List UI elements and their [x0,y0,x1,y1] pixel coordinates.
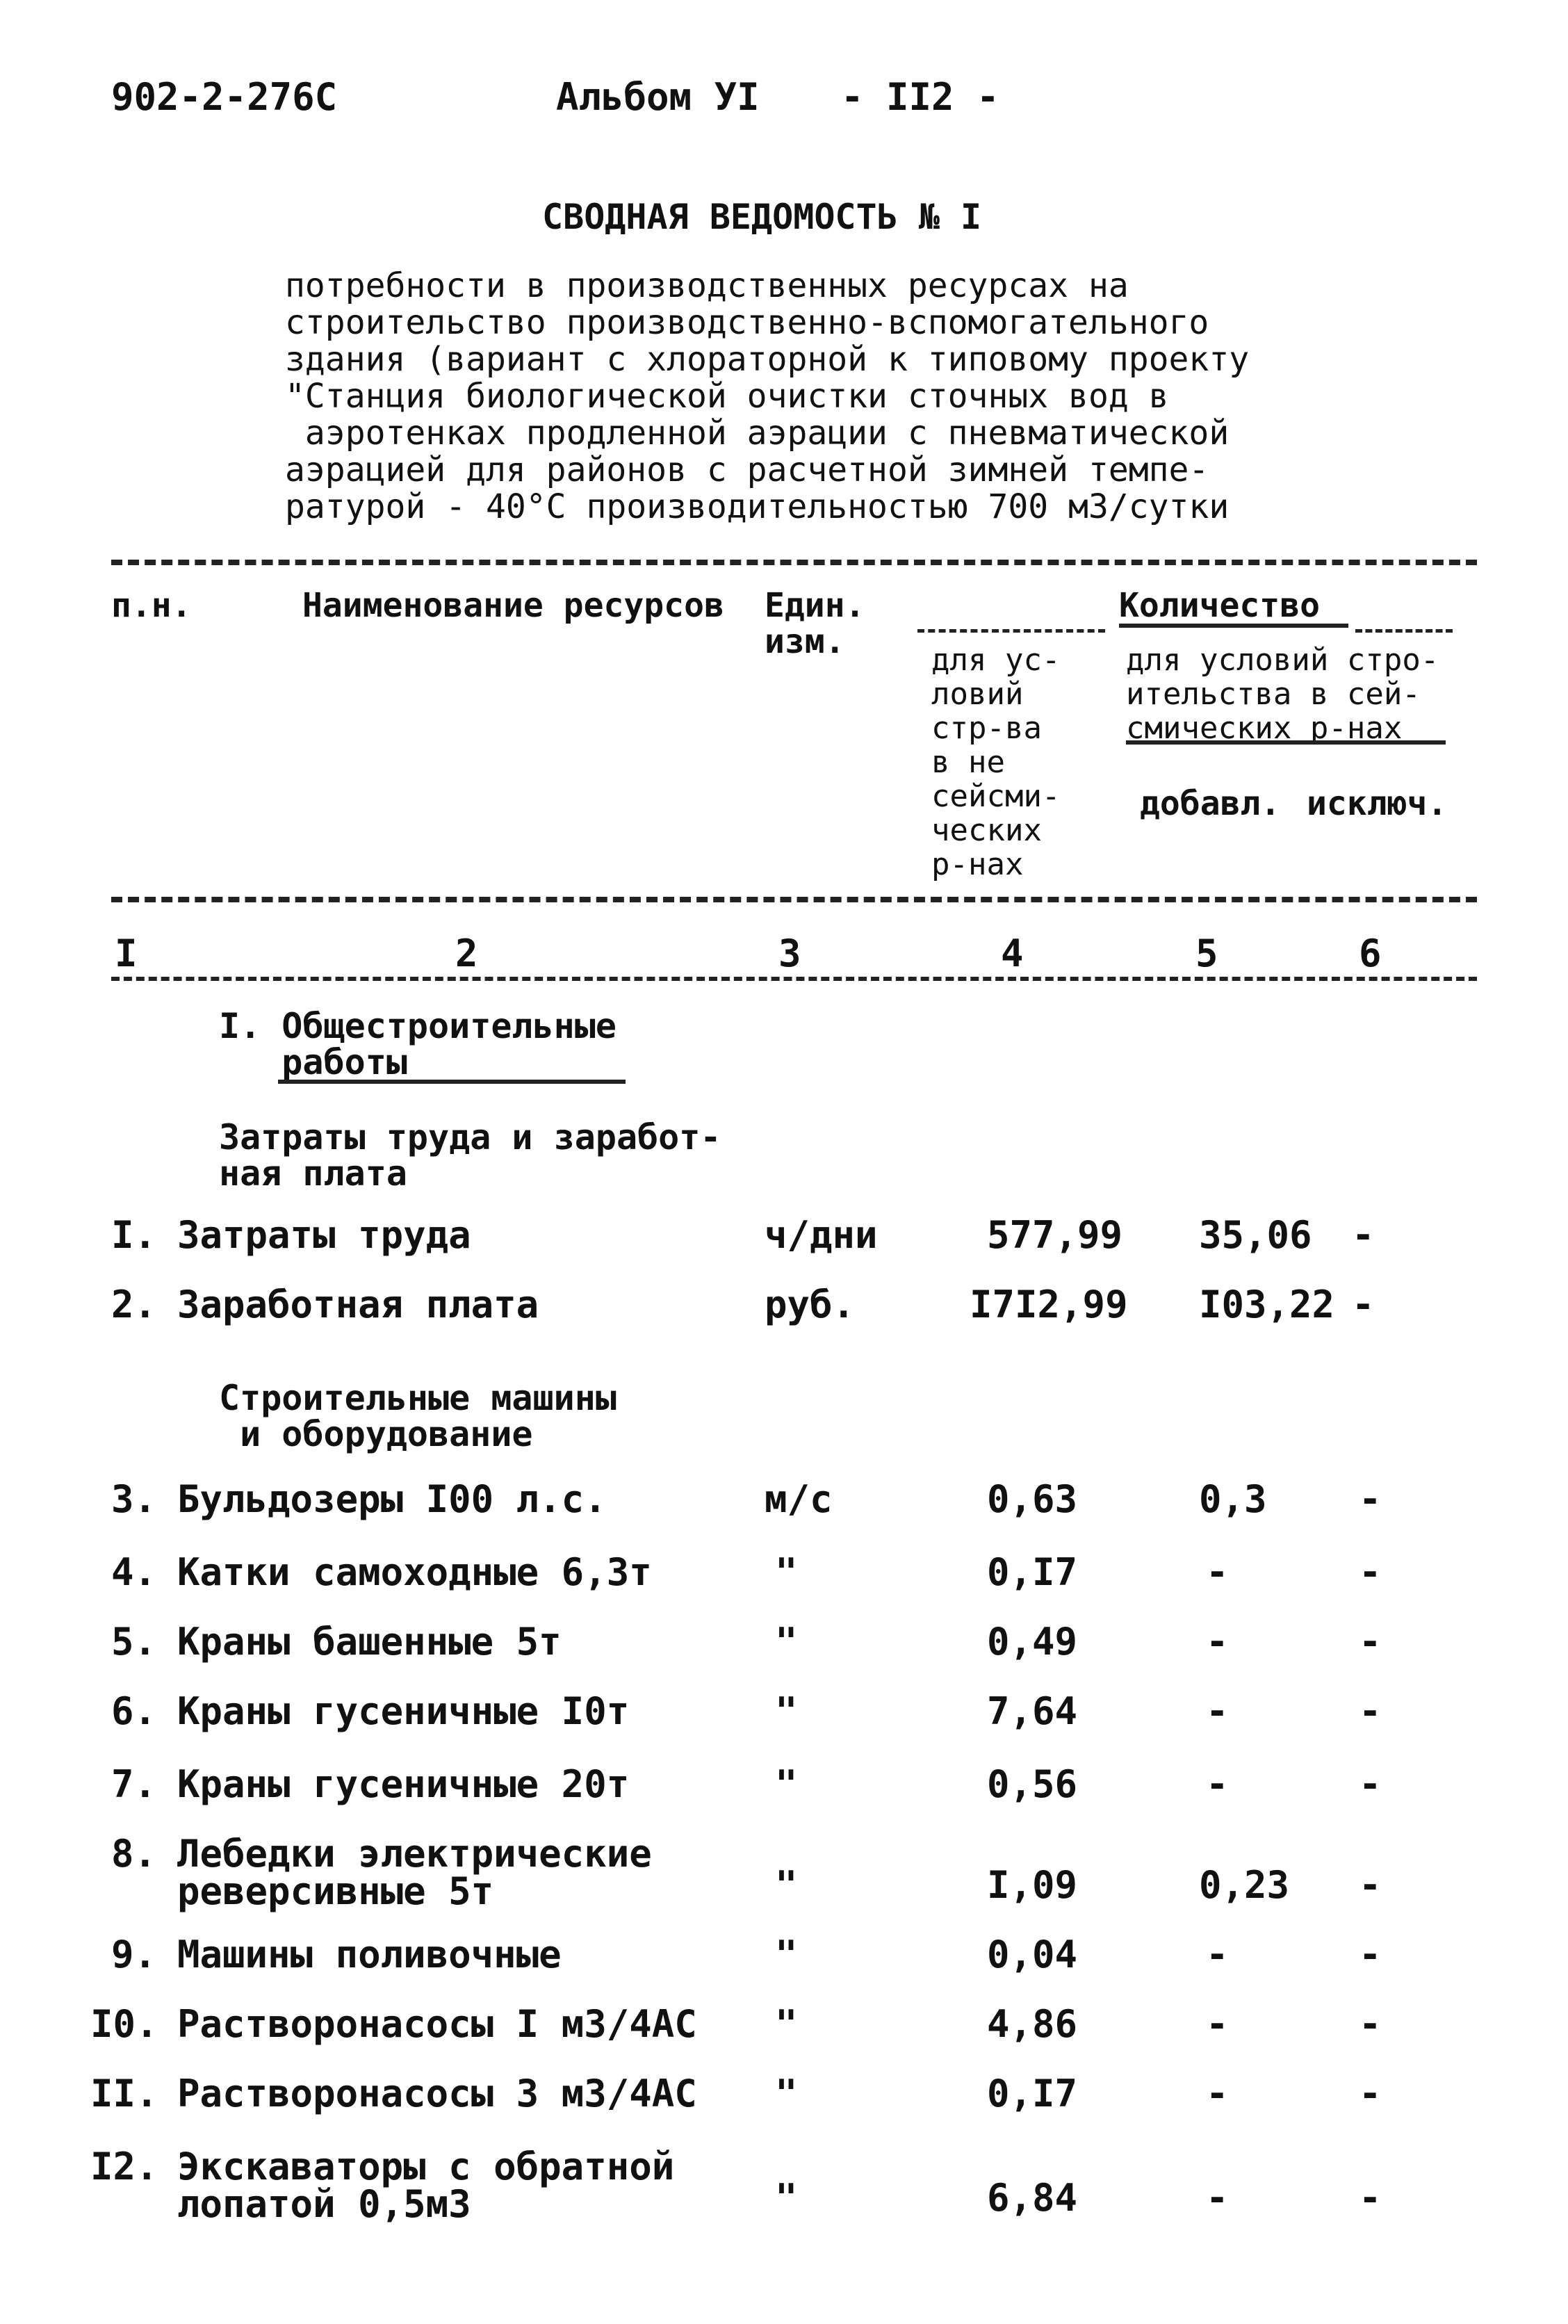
row-5-qty: 0,49 [987,1620,1078,1664]
row-4-add: - [1206,1550,1229,1594]
row-3-add: 0,3 [1199,1477,1267,1521]
row-2-qty: I7I2,99 [970,1283,1128,1326]
row-7-qty: 0,56 [987,1762,1078,1806]
row-9-unit: " [775,1933,798,1976]
header-bottom-divider [111,897,1477,902]
qty-header-dash-left [917,629,1105,633]
row-10-qty: 4,86 [987,2002,1078,2046]
document-description: потребности в производственных ресурсах на строительство производственно-вспомогательного здания (вариант с хлораторной к типовому проекту "Станция биологической очистки сточных вод в аэротенках продленной аэрации с пневматической аэрацией для районов с расчетной зимней темпе- ратурой - 40°С производительностью 700 м3/сутки [285,266,1250,526]
row-10-add: - [1206,2002,1229,2046]
section-labor-wages: Затраты труда и заработ- ная плата [219,1117,721,1194]
row-4-unit: " [775,1550,798,1594]
row-4-excl: - [1359,1550,1382,1594]
col-number-4: 4 [1001,932,1024,975]
row-3-name: Бульдозеры I00 л.с. [177,1477,607,1521]
row-5-name: Краны башенные 5т [177,1620,562,1664]
row-5-number: 5. [111,1620,157,1664]
row-3-number: 3. [111,1477,157,1521]
col-number-5: 5 [1195,932,1218,975]
row-10-name: Растворонасосы I м3/4АС [177,2002,697,2046]
col-number-6: 6 [1359,932,1382,975]
row-3-excl: - [1359,1477,1382,1521]
row-1-unit: ч/дни [765,1213,878,1257]
section-general-underline [278,1080,626,1084]
column-numbers-divider [111,977,1477,981]
row-12-add: - [1206,2176,1229,2220]
row-12-qty: 6,84 [987,2176,1078,2220]
row-7-unit: " [775,1762,798,1806]
section-general-works: I. Общестроительные работы [219,1006,616,1082]
row-6-add: - [1206,1689,1229,1733]
section-machines: Строительные машины и оборудование [219,1378,616,1454]
col-header-name: Наименование ресурсов [302,586,724,625]
row-2-unit: руб. [765,1283,856,1326]
col-header-add: добавл. [1140,784,1281,823]
row-11-unit: " [775,2072,798,2115]
row-2-number: 2. [111,1283,157,1326]
col-header-excl: исключ. [1307,784,1448,823]
row-9-qty: 0,04 [987,1933,1078,1976]
row-11-excl: - [1359,2072,1382,2115]
row-1-number: I. [111,1213,157,1257]
row-5-unit: " [775,1620,798,1664]
row-12-number: I2. [90,2145,158,2188]
row-11-add: - [1206,2072,1229,2115]
row-12-name: Экскаваторы с обратной лопатой 0,5м3 [177,2145,675,2226]
row-6-qty: 7,64 [987,1689,1078,1733]
row-5-excl: - [1359,1620,1382,1664]
row-11-name: Растворонасосы 3 м3/4АС [177,2072,697,2115]
col-number-2: 2 [455,932,478,975]
document-code: 902-2-276С [111,75,338,119]
col-header-unit: Един. изм. [765,586,865,661]
row-4-qty: 0,I7 [987,1550,1078,1594]
row-1-add: 35,06 [1199,1213,1312,1257]
row-9-excl: - [1359,1933,1382,1976]
row-10-excl: - [1359,2002,1382,2046]
row-8-name: Лебедки электрические реверсивные 5т [177,1832,652,1913]
qty-header-dash-right [1355,629,1453,633]
row-1-name: Затраты труда [177,1213,471,1257]
row-3-unit: м/с [765,1477,833,1521]
row-11-number: II. [90,2072,158,2115]
row-6-name: Краны гусеничные I0т [177,1689,630,1733]
col-header-quantity: Количество [1119,586,1320,625]
row-8-unit: " [775,1863,798,1907]
row-9-name: Машины поливочные [177,1933,562,1976]
row-5-add: - [1206,1620,1229,1664]
row-8-number: 8. [111,1832,157,1876]
row-7-add: - [1206,1762,1229,1806]
row-12-unit: " [775,2176,798,2220]
row-2-add: I03,22 [1199,1283,1335,1326]
row-6-excl: - [1359,1689,1382,1733]
row-11-qty: 0,I7 [987,2072,1078,2115]
col-header-qty-seismic: для условий стро- ительства в сей- смических р-нах [1126,642,1439,746]
col-number-3: 3 [778,932,801,975]
row-3-qty: 0,63 [987,1477,1078,1521]
row-2-excl: - [1352,1283,1375,1326]
col-number-1: I [115,932,138,975]
page-number: - II2 - [841,75,999,119]
row-10-number: I0. [90,2002,158,2046]
row-8-qty: I,09 [987,1863,1078,1907]
row-8-add: 0,23 [1199,1863,1290,1907]
row-8-excl: - [1359,1863,1382,1907]
row-2-name: Заработная плата [177,1283,539,1326]
row-6-number: 6. [111,1689,157,1733]
qty-header-underline [1119,624,1348,628]
row-6-unit: " [775,1689,798,1733]
row-10-unit: " [775,2002,798,2046]
row-12-excl: - [1359,2176,1382,2220]
col-header-number: п.н. [111,586,192,625]
row-9-number: 9. [111,1933,157,1976]
page-title: СВОДНАЯ ВЕДОМОСТЬ № I [542,197,982,237]
row-1-excl: - [1352,1213,1375,1257]
album-label: Альбом УI [556,75,760,119]
col-header-qty-normal: для ус- ловий стр-ва в не сейсми- ческих р-нах [931,642,1061,882]
row-7-excl: - [1359,1762,1382,1806]
header-top-divider [111,560,1477,565]
row-9-add: - [1206,1933,1229,1976]
row-4-name: Катки самоходные 6,3т [177,1550,652,1594]
seismic-header-underline [1126,740,1446,745]
row-1-qty: 577,99 [987,1213,1123,1257]
row-7-name: Краны гусеничные 20т [177,1762,630,1806]
row-7-number: 7. [111,1762,157,1806]
row-4-number: 4. [111,1550,157,1594]
